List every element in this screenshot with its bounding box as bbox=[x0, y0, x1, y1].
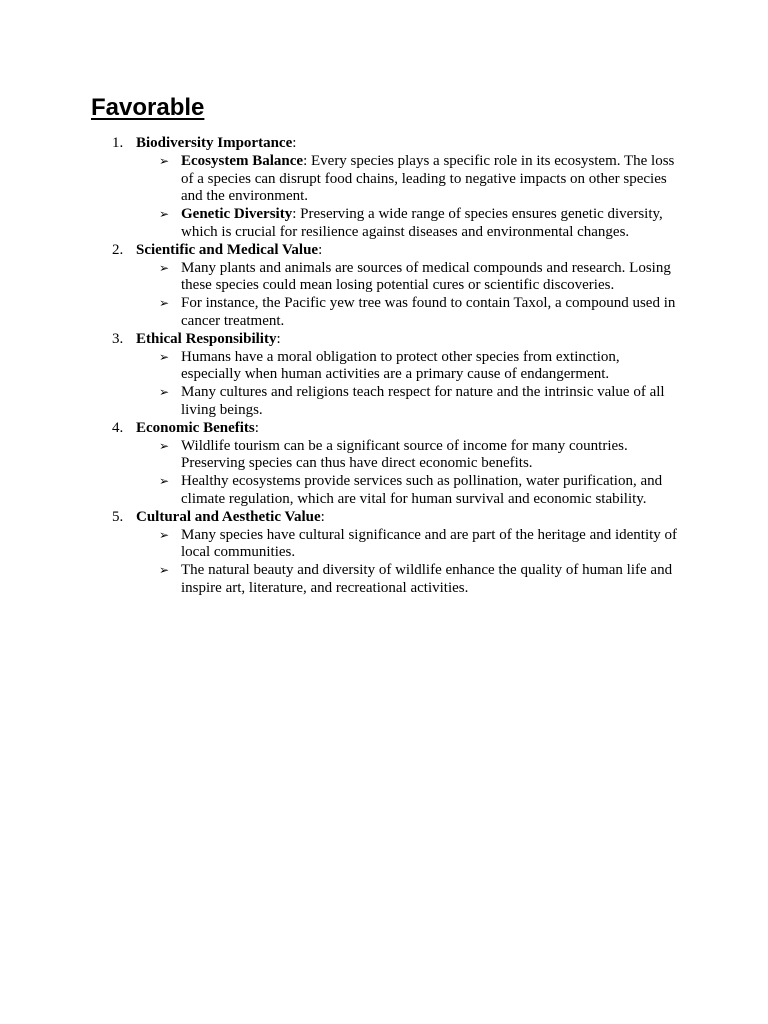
arrow-bullet-icon: ➢ bbox=[159, 260, 170, 275]
arrow-bullet-icon: ➢ bbox=[159, 527, 170, 542]
bullet-list bbox=[136, 527, 691, 598]
list-item bbox=[91, 331, 691, 420]
arrow-bullet-icon: ➢ bbox=[159, 207, 170, 222]
arrow-bullet-icon: ➢ bbox=[159, 153, 170, 168]
bullet-list bbox=[136, 438, 691, 509]
list-item bbox=[91, 420, 691, 509]
item-number: 3. bbox=[112, 330, 124, 347]
bullet-item bbox=[136, 153, 681, 206]
bullet-list bbox=[136, 349, 691, 420]
item-heading-suffix: : bbox=[320, 508, 325, 525]
bullet-term: Ecosystem Balance bbox=[181, 152, 304, 169]
document-page bbox=[91, 93, 691, 598]
bullet-item bbox=[136, 295, 681, 331]
arrow-bullet-icon: ➢ bbox=[159, 563, 170, 578]
item-heading-text: Ethical Responsibility bbox=[136, 330, 277, 347]
item-number: 2. bbox=[112, 241, 124, 258]
list-item bbox=[91, 242, 691, 331]
numbered-list bbox=[91, 135, 691, 598]
bullet-text: Humans have a moral obligation to protect other species from extinction, especially when human activities are a primary cause of endangerment. bbox=[181, 348, 620, 383]
item-heading-text: Cultural and Aesthetic Value bbox=[136, 508, 321, 525]
bullet-term: Genetic Diversity bbox=[181, 206, 293, 223]
list-item bbox=[91, 509, 691, 598]
item-heading-suffix: : bbox=[292, 135, 297, 151]
bullet-list bbox=[136, 260, 691, 331]
bullet-text: The natural beauty and diversity of wildlife enhance the quality of human life and inspire art, literature, and recreational activities. bbox=[181, 562, 673, 596]
arrow-bullet-icon: ➢ bbox=[159, 296, 170, 311]
bullet-item bbox=[136, 438, 681, 474]
bullet-text: : Every species plays a specific role in its ecosystem. The loss of a species can disrupt food chains, leading to negative impacts on other species and the environment. bbox=[181, 152, 675, 205]
item-heading bbox=[136, 135, 296, 151]
item-heading-suffix: : bbox=[318, 241, 323, 258]
document-title: Favorable bbox=[91, 94, 205, 121]
bullet-text: Many cultures and religions teach respect for nature and the intrinsic value of all living beings. bbox=[181, 384, 665, 418]
item-heading-suffix: : bbox=[276, 330, 281, 347]
item-heading-text: Biodiversity Importance bbox=[136, 135, 293, 151]
bullet-text: : Preserving a wide range of species ensures genetic diversity, which is crucial for resilience against diseases and environmental changes. bbox=[181, 206, 663, 240]
item-heading-text: Economic Benefits bbox=[136, 419, 255, 436]
bullet-item bbox=[136, 384, 681, 420]
arrow-bullet-icon: ➢ bbox=[159, 438, 170, 453]
item-number: 4. bbox=[112, 419, 124, 436]
arrow-bullet-icon: ➢ bbox=[159, 474, 170, 489]
item-heading-text: Scientific and Medical Value bbox=[136, 241, 319, 258]
arrow-bullet-icon: ➢ bbox=[159, 349, 170, 364]
bullet-item bbox=[136, 206, 681, 242]
item-heading bbox=[136, 420, 259, 436]
item-heading bbox=[136, 331, 281, 347]
item-heading bbox=[136, 509, 325, 525]
bullet-text: Many plants and animals are sources of medical compounds and research. Losing these species could mean losing potential cures or scientific discoveries. bbox=[181, 259, 671, 294]
bullet-item bbox=[136, 473, 681, 509]
arrow-bullet-icon: ➢ bbox=[159, 385, 170, 400]
bullet-text: For instance, the Pacific yew tree was found to contain Taxol, a compound used in cancer treatment. bbox=[181, 295, 676, 329]
bullet-list bbox=[136, 153, 691, 242]
bullet-item bbox=[136, 562, 681, 598]
bullet-item bbox=[136, 349, 681, 385]
bullet-text: Healthy ecosystems provide services such as pollination, water purification, and climate regulation, which are vital for human survival and economic stability. bbox=[181, 473, 663, 507]
list-item bbox=[91, 135, 691, 242]
item-number: 1. bbox=[112, 135, 124, 151]
bullet-item bbox=[136, 527, 681, 563]
item-number: 5. bbox=[112, 508, 124, 525]
item-heading-suffix: : bbox=[254, 419, 259, 436]
bullet-text: Many species have cultural significance and are part of the heritage and identity of local communities. bbox=[181, 526, 678, 561]
bullet-text: Wildlife tourism can be a significant source of income for many countries. Preserving species can thus have direct economic benefits. bbox=[181, 437, 628, 472]
bullet-item bbox=[136, 260, 681, 296]
item-heading bbox=[136, 242, 322, 258]
